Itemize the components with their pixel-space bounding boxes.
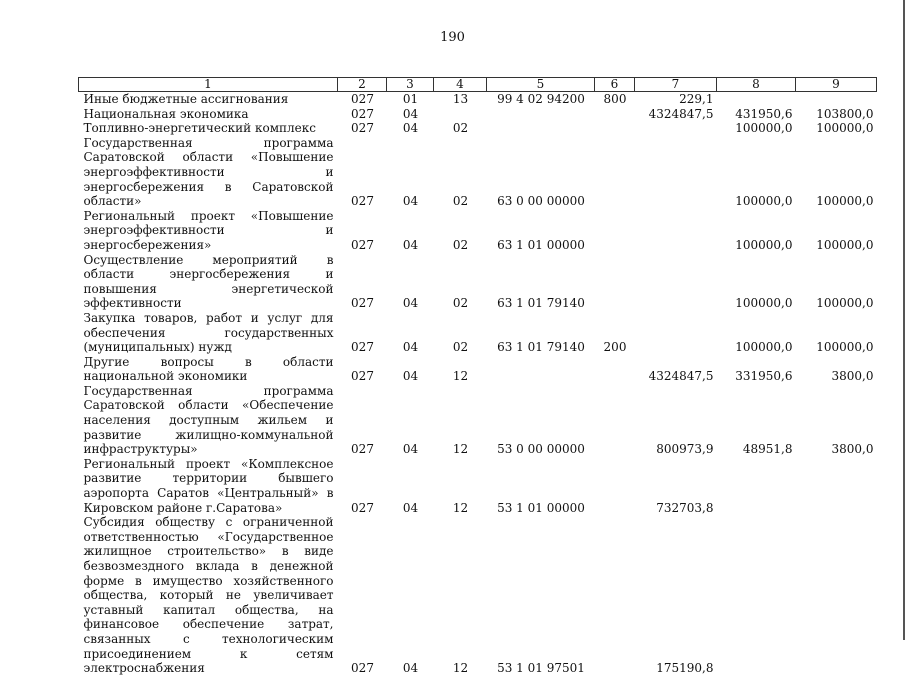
amount-col8 xyxy=(717,457,796,515)
amount-col8: 431950,6 xyxy=(735,106,793,121)
target-article: 53 1 01 00000 xyxy=(497,500,585,515)
target-article xyxy=(487,355,595,384)
amount-col9: 3800,0 xyxy=(831,369,874,384)
subsection-code: 02 xyxy=(452,340,469,355)
subsection-code: 02 xyxy=(452,121,469,136)
table-row xyxy=(79,253,877,311)
target-article: 63 1 01 00000 xyxy=(497,237,585,252)
amount-col7: 4324847,5 xyxy=(648,369,714,384)
amount-col8: 100000,0 xyxy=(735,296,793,311)
ministry-code: 027 xyxy=(351,296,374,311)
expense-type xyxy=(595,253,635,311)
ministry-code: 027 xyxy=(351,442,374,457)
amount-col8: 100000,0 xyxy=(735,194,793,209)
col-header-5: 5 xyxy=(487,78,595,92)
row-name: Субсидия обществу с ограниченной ответственностью «Государственное жилищное строительство» в виде безвозмездного вклада в денежной форме в имущество хозяйственного общества, который не увеличивает уставный капитал общества, на финансовое обеспечение затрат, связанных с технологическим присоединением к сетям электроснабжения xyxy=(83,515,334,676)
row-name: Топливно-энергетический комплекс xyxy=(83,121,316,136)
section-code: 04 xyxy=(402,340,419,355)
table-row xyxy=(79,355,877,384)
ministry-code: 027 xyxy=(351,237,374,252)
amount-col8: 100000,0 xyxy=(735,340,793,355)
table-row xyxy=(79,121,877,136)
col-header-9: 9 xyxy=(796,78,877,92)
ministry-code: 027 xyxy=(351,369,374,384)
amount-col9 xyxy=(796,457,877,515)
amount-col9: 100000,0 xyxy=(816,194,874,209)
table-row xyxy=(79,209,877,253)
col-header-7: 7 xyxy=(635,78,717,92)
target-article xyxy=(487,121,595,136)
target-article: 53 0 00 00000 xyxy=(497,442,585,457)
ministry-code: 027 xyxy=(351,661,374,676)
subsection-code: 12 xyxy=(452,442,469,457)
subsection-code: 12 xyxy=(452,500,469,515)
table-row xyxy=(79,136,877,209)
section-code: 01 xyxy=(402,92,419,106)
amount-col7 xyxy=(635,121,717,136)
amount-col9 xyxy=(796,92,877,107)
ministry-code: 027 xyxy=(351,500,374,515)
section-code: 04 xyxy=(402,661,419,676)
amount-col9: 100000,0 xyxy=(816,121,874,136)
row-name: Закупка товаров, работ и услуг для обеспечения государственных (муниципальных) нужд xyxy=(83,310,334,355)
section-code: 04 xyxy=(402,500,419,515)
table-row xyxy=(79,384,877,457)
expense-type xyxy=(595,355,635,384)
budget-table xyxy=(78,77,877,676)
col-header-2: 2 xyxy=(338,78,387,92)
amount-col8 xyxy=(717,92,796,107)
subsection-code: 02 xyxy=(452,237,469,252)
amount-col9: 100000,0 xyxy=(816,340,874,355)
subsection-code xyxy=(434,107,487,122)
amount-col7: 175190,8 xyxy=(656,661,714,676)
amount-col7 xyxy=(635,253,717,311)
col-header-3: 3 xyxy=(387,78,434,92)
subsection-code: 02 xyxy=(452,296,469,311)
col-header-6: 6 xyxy=(595,78,635,92)
ministry-code: 027 xyxy=(351,106,374,121)
page-number: 190 xyxy=(440,30,465,45)
amount-col7 xyxy=(635,136,717,209)
table-row xyxy=(79,311,877,355)
row-name: Национальная экономика xyxy=(83,106,249,121)
expense-type: 200 xyxy=(603,340,627,355)
section-code: 04 xyxy=(402,121,419,136)
expense-type xyxy=(595,209,635,253)
amount-col7: 4324847,5 xyxy=(648,106,714,121)
section-code: 04 xyxy=(402,106,419,121)
col-header-4: 4 xyxy=(434,78,487,92)
target-article: 63 1 01 79140 xyxy=(497,340,585,355)
row-name: Осуществление мероприятий в области энергосбережения и повышения энергетической эффективности xyxy=(83,252,334,311)
target-article: 53 1 01 97501 xyxy=(497,661,585,676)
header-row xyxy=(79,78,877,92)
section-code: 04 xyxy=(402,296,419,311)
amount-col8: 100000,0 xyxy=(735,121,793,136)
expense-type xyxy=(595,384,635,457)
subsection-code: 12 xyxy=(452,369,469,384)
target-article xyxy=(487,107,595,122)
ministry-code: 027 xyxy=(351,194,374,209)
row-name: Другие вопросы в области национальной экономики xyxy=(83,354,334,384)
col-header-8: 8 xyxy=(717,78,796,92)
col-header-1: 1 xyxy=(79,78,338,92)
subsection-code: 12 xyxy=(452,661,469,676)
expense-type xyxy=(595,457,635,515)
amount-col9: 100000,0 xyxy=(816,237,874,252)
table-row xyxy=(79,515,877,676)
amount-col9: 103800,0 xyxy=(816,106,874,121)
subsection-code: 02 xyxy=(452,194,469,209)
section-code: 04 xyxy=(402,369,419,384)
section-code: 04 xyxy=(402,442,419,457)
row-name: Региональный проект «Комплексное развитие территории бывшего аэропорта Саратов «Центральный» в Кировском районе г.Саратова» xyxy=(83,456,334,515)
row-name: Иные бюджетные ассигнования xyxy=(83,92,289,106)
amount-col7 xyxy=(635,311,717,355)
subsection-code: 13 xyxy=(452,92,469,106)
amount-col7: 800973,9 xyxy=(656,442,714,457)
expense-type: 800 xyxy=(603,92,627,106)
row-name: Государственная программа Саратовской области «Обеспечение населения доступным жильем и развитие жилищно-коммунальной инфраструктуры» xyxy=(83,383,334,457)
amount-col9: 3800,0 xyxy=(831,442,874,457)
section-code: 04 xyxy=(402,237,419,252)
expense-type xyxy=(595,136,635,209)
ministry-code: 027 xyxy=(351,121,374,136)
expense-type xyxy=(595,121,635,136)
amount-col7: 229,1 xyxy=(679,92,714,106)
amount-col7: 732703,8 xyxy=(656,500,714,515)
amount-col8: 48951,8 xyxy=(742,442,793,457)
amount-col7 xyxy=(635,209,717,253)
amount-col8: 331950,6 xyxy=(735,369,793,384)
target-article: 63 1 01 79140 xyxy=(497,296,585,311)
target-article: 99 4 02 94200 xyxy=(497,92,585,106)
row-name: Региональный проект «Повышение энергоэффективности и энергосбережения» xyxy=(83,208,334,252)
section-code: 04 xyxy=(402,194,419,209)
table-row xyxy=(79,457,877,515)
amount-col8: 100000,0 xyxy=(735,237,793,252)
table-row xyxy=(79,107,877,122)
ministry-code: 027 xyxy=(351,340,374,355)
amount-col9: 100000,0 xyxy=(816,296,874,311)
table-row xyxy=(79,92,877,107)
expense-type xyxy=(595,515,635,676)
ministry-code: 027 xyxy=(351,92,374,106)
amount-col9 xyxy=(796,515,877,676)
amount-col8 xyxy=(717,515,796,676)
row-name: Государственная программа Саратовской области «Повышение энергоэффективности и энергосбережения в Саратовской области» xyxy=(83,135,334,209)
target-article: 63 0 00 00000 xyxy=(497,194,585,209)
expense-type xyxy=(595,107,635,122)
